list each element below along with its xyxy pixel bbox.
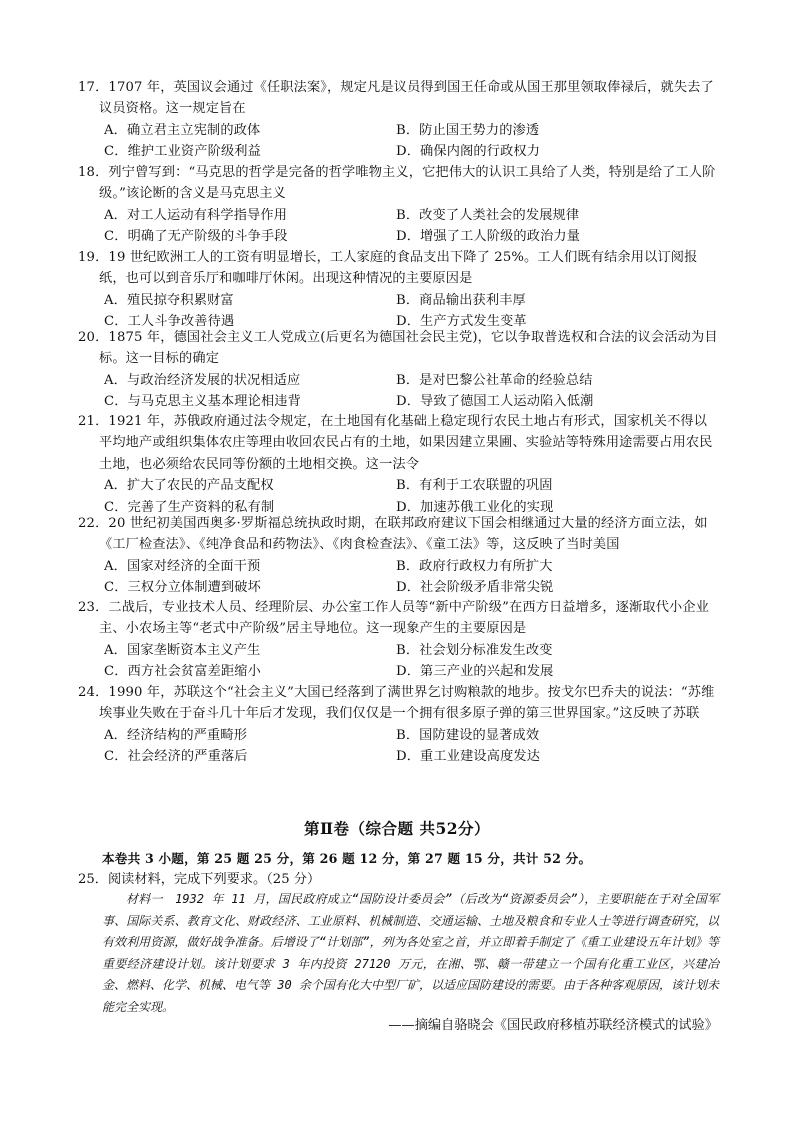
question-stem: 22．20 世纪初美国西奥多·罗斯福总统执政时期，在联邦政府建议下国会相继通过大量的经济方面立法，如《工厂检查法》、《纯净食品和药物法》、《肉食检查法》、《童工法》等，这反映了当时美国 [78, 516, 708, 553]
option-c: C．维护工业资产阶级利益 [104, 144, 261, 160]
option-a: A．对工人运动有科学指导作用 [104, 207, 288, 223]
question-24 [78, 682, 720, 768]
option-c: C．工人斗争改善待遇 [104, 314, 235, 330]
question-19 [78, 247, 720, 333]
options-row [78, 290, 720, 311]
option-a: A．确立君主立宪制的政体 [104, 122, 261, 138]
question-stem: 23．二战后，专业技术人员、经理阶层、办公室工作人员等“新中产阶级”在西方日益增多，逐渐取代小企业主、小农场主等“老式中产阶级”居主导地位。这一现象产生的主要原因是 [78, 600, 710, 637]
question-stem: 20．1875 年，德国社会主义工人党成立(后更名为德国社会民主党)，它以争取普选权和合法的议会活动为目标。这一目标的确定 [78, 330, 718, 367]
option-b: B．是对巴黎公社革命的经验总结 [396, 372, 593, 388]
option-d: D．确保内阁的行政权力 [396, 144, 541, 160]
question-20 [78, 327, 720, 413]
section-intro: 本卷共 3 小题，第 25 题 25 分，第 26 题 12 分，第 27 题 15 分，共计 52 分。 [102, 851, 592, 866]
option-d: D．生产方式发生变革 [396, 314, 527, 330]
option-b: B．政府行政权力有所扩大 [396, 558, 553, 574]
question-23 [78, 597, 720, 683]
question-stem: 18．列宁曾写到：“马克思的哲学是完备的哲学唯物主义，它把伟大的认识工具给了人类，特别是给了工人阶级。”该论断的含义是马克思主义 [78, 165, 716, 202]
option-d: D．加速苏俄工业化的实现 [396, 499, 554, 515]
options-row [78, 661, 720, 682]
option-c: C．三权分立体制遭到破坏 [104, 580, 261, 596]
option-a: A．殖民掠夺积累财富 [104, 292, 234, 308]
options-row [78, 725, 720, 746]
option-d: D．社会阶级矛盾非常尖锐 [396, 580, 554, 596]
question-stem: 17．1707 年，英国议会通过《任职法案》，规定凡是议员得到国王任命或从国王那里领取俸禄后，就失去了议员资格。这一规定旨在 [78, 80, 714, 117]
option-d: D．导致了德国工人运动陷入低潮 [396, 394, 594, 410]
question-17 [78, 77, 720, 163]
option-a: A．国家对经济的全面干预 [104, 558, 261, 574]
option-b: B．国防建设的显著成效 [396, 727, 540, 743]
option-c: C．完善了生产资料的私有制 [104, 499, 275, 515]
question-18 [78, 162, 720, 248]
options-row [78, 746, 720, 767]
question-stem: 19．19 世纪欧洲工人的工资有明显增长，工人家庭的食品支出下降了 25%。工人们既有结余用以订阅报纸，也可以到音乐厅和咖啡厅休闲。出现这种情况的主要原因是 [78, 250, 698, 287]
option-c: C．社会经济的严重落后 [104, 749, 248, 765]
option-b: B．商品输出获利丰厚 [396, 292, 526, 308]
options-row [78, 475, 720, 496]
options-row [78, 556, 720, 577]
option-c: C．西方社会贫富差距缩小 [104, 664, 261, 680]
option-a: A．经济结构的严重畸形 [104, 727, 248, 743]
options-row [78, 577, 720, 598]
option-c: C．明确了无产阶级的斗争手段 [104, 229, 288, 245]
options-row [78, 120, 720, 141]
options-row [78, 370, 720, 391]
option-d: D．增强了工人阶级的政治力量 [396, 229, 581, 245]
options-row [78, 205, 720, 226]
option-b: B．社会划分标准发生改变 [396, 642, 553, 658]
question-22 [78, 513, 720, 599]
option-b: B．改变了人类社会的发展规律 [396, 207, 580, 223]
material-paragraph: 材料一 1932 年 11 月，国民政府成立“国防设计委员会”（后改为“资源委员会”），主要职能在于对全国军事、国际关系、教育文化、财政经济、工业原料、机械制造、交通运输、土地及粮食和专业人士等进行调查研究，以有效利用资源，做好战争准备。后增设了“计划部”，列为各处室之首，并立即着手制定了《重工业建设五年计划》等重要经济建设计划。该计划要求 3 年内投资 27120 万元，在湘、鄂、赣一带建立一个国有化重工业区，兴建冶金、燃料、化学、机械、电气等 30 余个国有化大中型厂矿，以适应国防建设的需要。由于各种客观原因，该计划未能完全实现。 [102, 892, 719, 1014]
option-d: D．第三产业的兴起和发展 [396, 664, 554, 680]
option-a: A．与政治经济发展的状况相适应 [104, 372, 301, 388]
options-row [78, 226, 720, 247]
option-b: B．防止国王势力的渗透 [396, 122, 540, 138]
option-c: C．与马克思主义基本理论相违背 [104, 394, 301, 410]
options-row [78, 141, 720, 162]
question-25-stem: 25．阅读材料，完成下列要求。（25 分） [78, 872, 321, 887]
options-row [78, 391, 720, 412]
options-row [78, 640, 720, 661]
question-stem: 24．1990 年，苏联这个“社会主义”大国已经落到了满世界乞讨购粮款的地步。按戈尔巴乔夫的说法：“苏维埃事业失败在于奋斗几十年后才发现，我们仅仅是一个拥有很多原子弹的第三世界国家。”这反映了苏联 [78, 685, 715, 722]
option-b: B．有利于工农联盟的巩固 [396, 478, 553, 494]
question-21 [78, 411, 720, 518]
material-source: ——摘编自骆晓会《国民政府移植苏联经济模式的试验》 [388, 1018, 718, 1033]
option-a: A．国家垄断资本主义产生 [104, 642, 261, 658]
option-a: A．扩大了农民的产品支配权 [104, 478, 274, 494]
option-d: D．重工业建设高度发达 [396, 749, 541, 765]
question-stem: 21．1921 年，苏俄政府通过法令规定，在土地国有化基础上稳定现行农民土地占有形式，国家机关不得以平均地产或组织集体农庄等理由收回农民占有的土地，如果因建立果圃、实验站等特殊用途需要占用农民土地，也必须给农民同等份额的土地相交换。这一法令 [78, 414, 713, 472]
section-title: 第Ⅱ卷（综合题 共52分） [303, 819, 491, 838]
